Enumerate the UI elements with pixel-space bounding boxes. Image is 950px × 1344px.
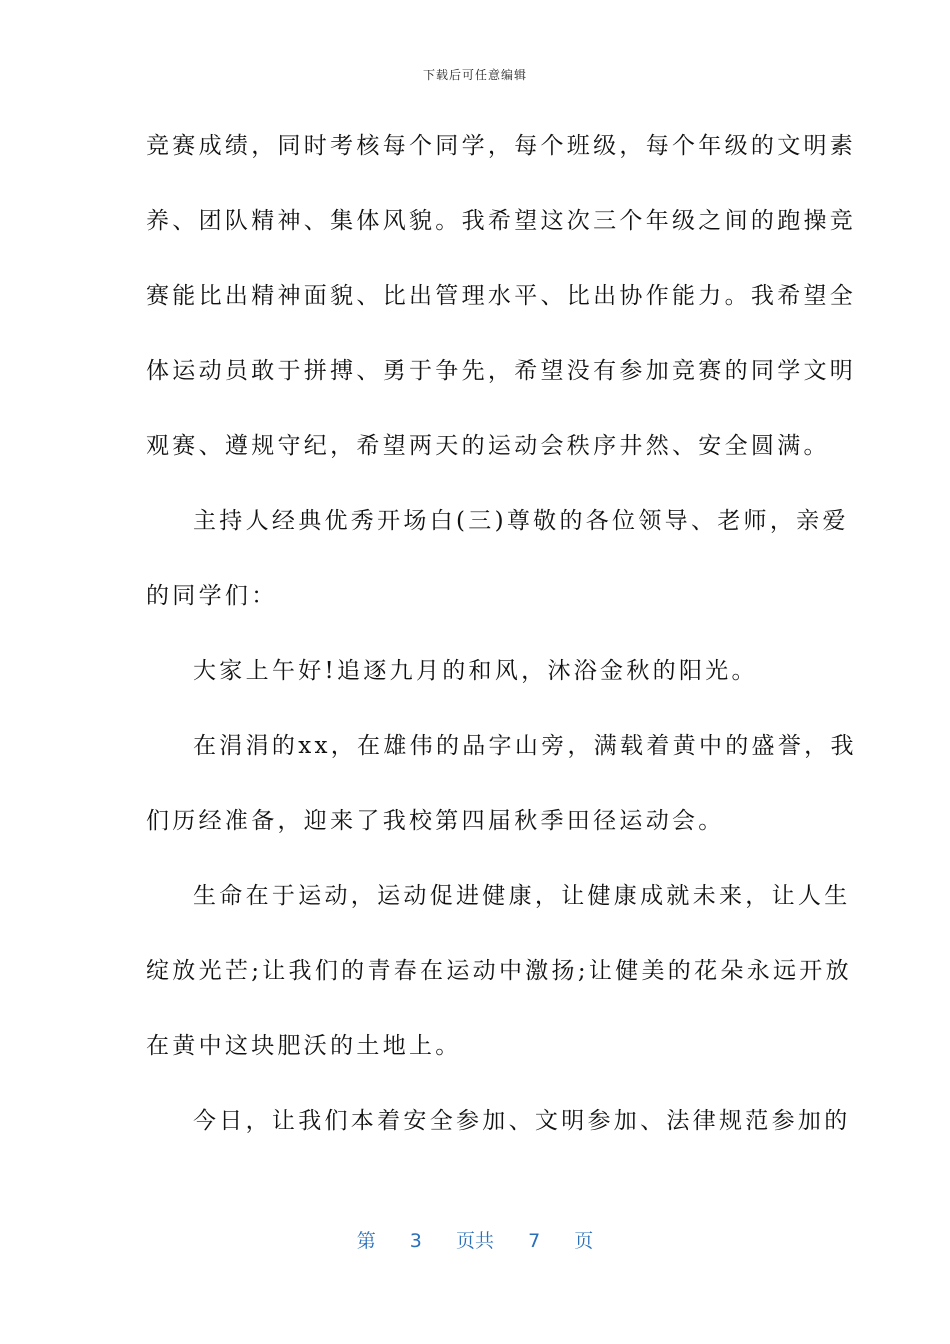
text-line: 竞赛成绩，同时考核每个同学，每个班级，每个年级的文明素 [146,133,857,159]
page-middle: 页共 [455,1230,494,1252]
text-line: 绽放光芒;让我们的青春在运动中激扬;让健美的花朵永远开放 [146,958,852,984]
paragraph-start-line: 主持人经典优秀开场白(三)尊敬的各位领导、老师，亲爱 [193,508,849,534]
page-total: 7 [528,1230,541,1252]
paragraph-start-line: 大家上午好!追逐九月的和风，沐浴金秋的阳光。 [193,658,758,684]
page-prefix: 第 [356,1230,376,1252]
paragraph-start-line: 今日，让我们本着安全参加、文明参加、法律规范参加的 [193,1108,851,1134]
text-line: 养、团队精神、集体风貌。我希望这次三个年级之间的跑操竞 [146,208,857,234]
page-number-footer [0,1226,950,1253]
document-body [146,118,857,1168]
page-suffix: 页 [574,1230,594,1252]
text-line: 们历经准备，迎来了我校第四届秋季田径运动会。 [146,808,725,834]
paragraph-start-line: 生命在于运动，运动促进健康，让健康成就未来，让人生 [193,883,851,909]
text-line: 在黄中这块肥沃的土地上。 [146,1033,462,1059]
text-line: 体运动员敢于拼搏、勇于争先，希望没有参加竞赛的同学文明 [146,358,857,384]
text-line: 观赛、遵规守纪，希望两天的运动会秩序井然、安全圆满。 [146,433,830,459]
page-current: 3 [409,1230,422,1252]
header-note: 下载后可任意编辑 [422,68,527,82]
text-line: 赛能比出精神面貌、比出管理水平、比出协作能力。我希望全 [146,283,857,309]
paragraph-start-line: 在涓涓的xx，在雄伟的品字山旁，满载着黄中的盛誉，我 [193,733,857,759]
text-line: 的同学们： [146,583,278,609]
